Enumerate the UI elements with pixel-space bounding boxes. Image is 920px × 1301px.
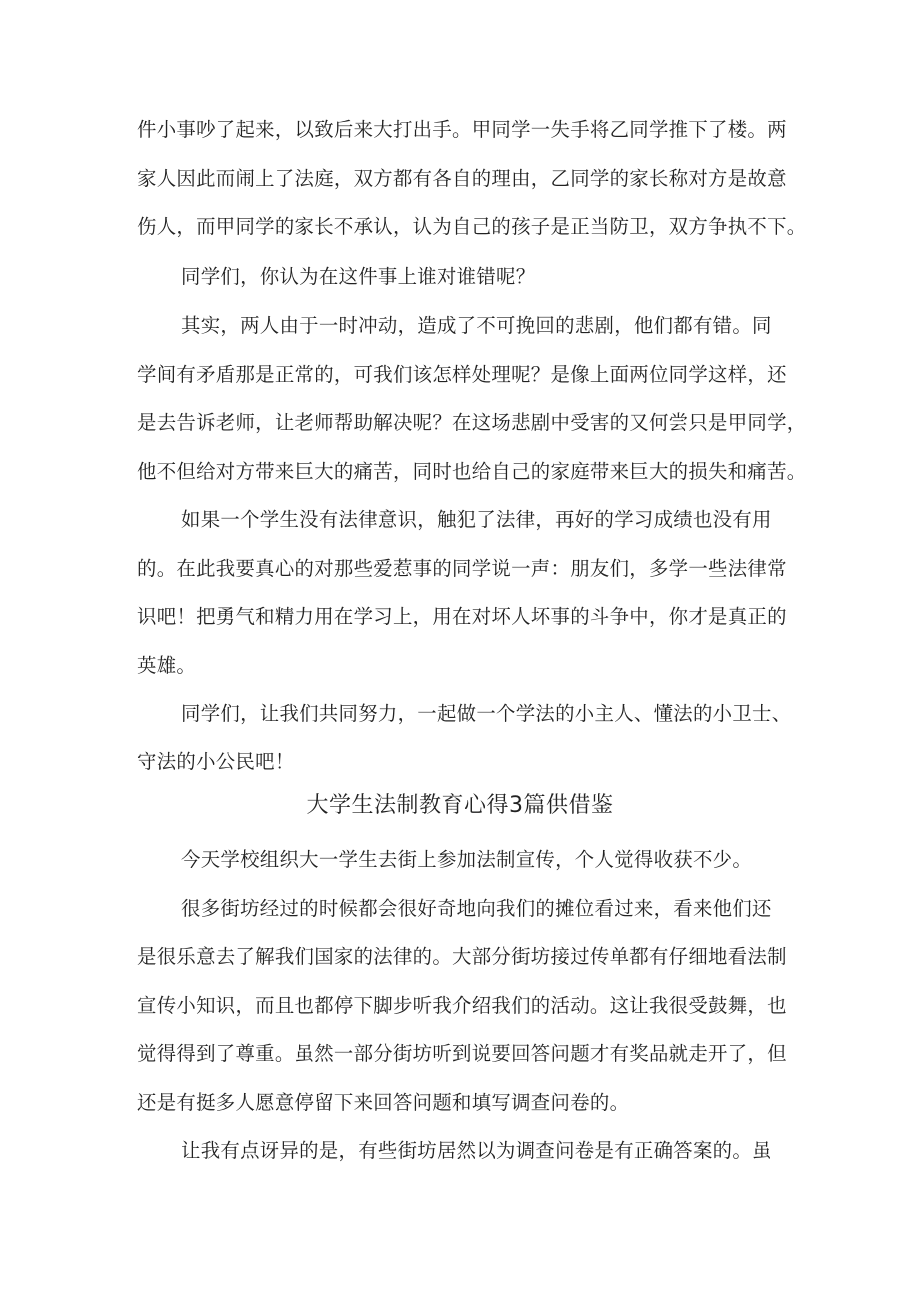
paragraph-line: 守法的小公民吧！ <box>137 750 295 773</box>
paragraph-line: 很多街坊经过的时候都会很好奇地向我们的摊位看过来，看来他们还 <box>181 897 772 920</box>
paragraph-line: 英雄。 <box>137 654 197 677</box>
paragraph-line: 是很乐意去了解我们国家的法律的。大部分街坊接过传单都有仔细地看法制 <box>137 945 787 968</box>
paragraph-line: 让我有点讶异的是，有些街坊居然以为调查问卷是有正确答案的。虽 <box>181 1139 772 1162</box>
paragraph-line: 是去告诉老师，让老师帮助解决呢？在这场悲剧中受害的又何尝只是甲同学， <box>137 411 807 434</box>
section-heading: 大学生法制教育心得3篇供借鉴 <box>306 793 614 818</box>
paragraph-line: 同学们，你认为在这件事上谁对谁错呢？ <box>181 265 536 288</box>
paragraph-line: 学间有矛盾那是正常的，可我们该怎样处理呢？是像上面两位同学这样，还 <box>137 363 787 386</box>
paragraph-line: 今天学校组织大一学生去街上参加法制宣传，个人觉得收获不少。 <box>181 848 753 871</box>
paragraph-line: 如果一个学生没有法律意识，触犯了法律，再好的学习成绩也没有用 <box>181 508 772 531</box>
paragraph-line: 同学们，让我们共同努力，一起做一个学法的小主人、懂法的小卫士、 <box>181 702 792 725</box>
paragraph-line: 伤人，而甲同学的家长不承认，认为自己的孩子是正当防卫，双方争执不下。 <box>137 215 807 238</box>
paragraph-line: 他不但给对方带来巨大的痛苦，同时也给自己的家庭带来巨大的损失和痛苦。 <box>137 460 807 483</box>
paragraph-line: 家人因此而闹上了法庭，双方都有各自的理由，乙同学的家长称对方是故意 <box>137 167 787 190</box>
paragraph-line: 还是有挺多人愿意停留下来回答问题和填写调查问卷的。 <box>137 1091 630 1114</box>
paragraph-line: 识吧！把勇气和精力用在学习上，用在对坏人坏事的斗争中，你才是真正的 <box>137 605 787 628</box>
paragraph-line: 宣传小知识，而且也都停下脚步听我介绍我们的活动。这让我很受鼓舞，也 <box>137 994 787 1017</box>
paragraph-line: 的。在此我要真心的对那些爱惹事的同学说一声：朋友们，多学一些法律常 <box>137 557 787 580</box>
paragraph-line: 觉得得到了尊重。虽然一部分街坊听到说要回答问题才有奖品就走开了，但 <box>137 1042 787 1065</box>
paragraph-line: 件小事吵了起来，以致后来大打出手。甲同学一失手将乙同学推下了楼。两 <box>137 118 787 141</box>
paragraph-line: 其实，两人由于一时冲动，造成了不可挽回的悲剧，他们都有错。同 <box>181 314 772 337</box>
